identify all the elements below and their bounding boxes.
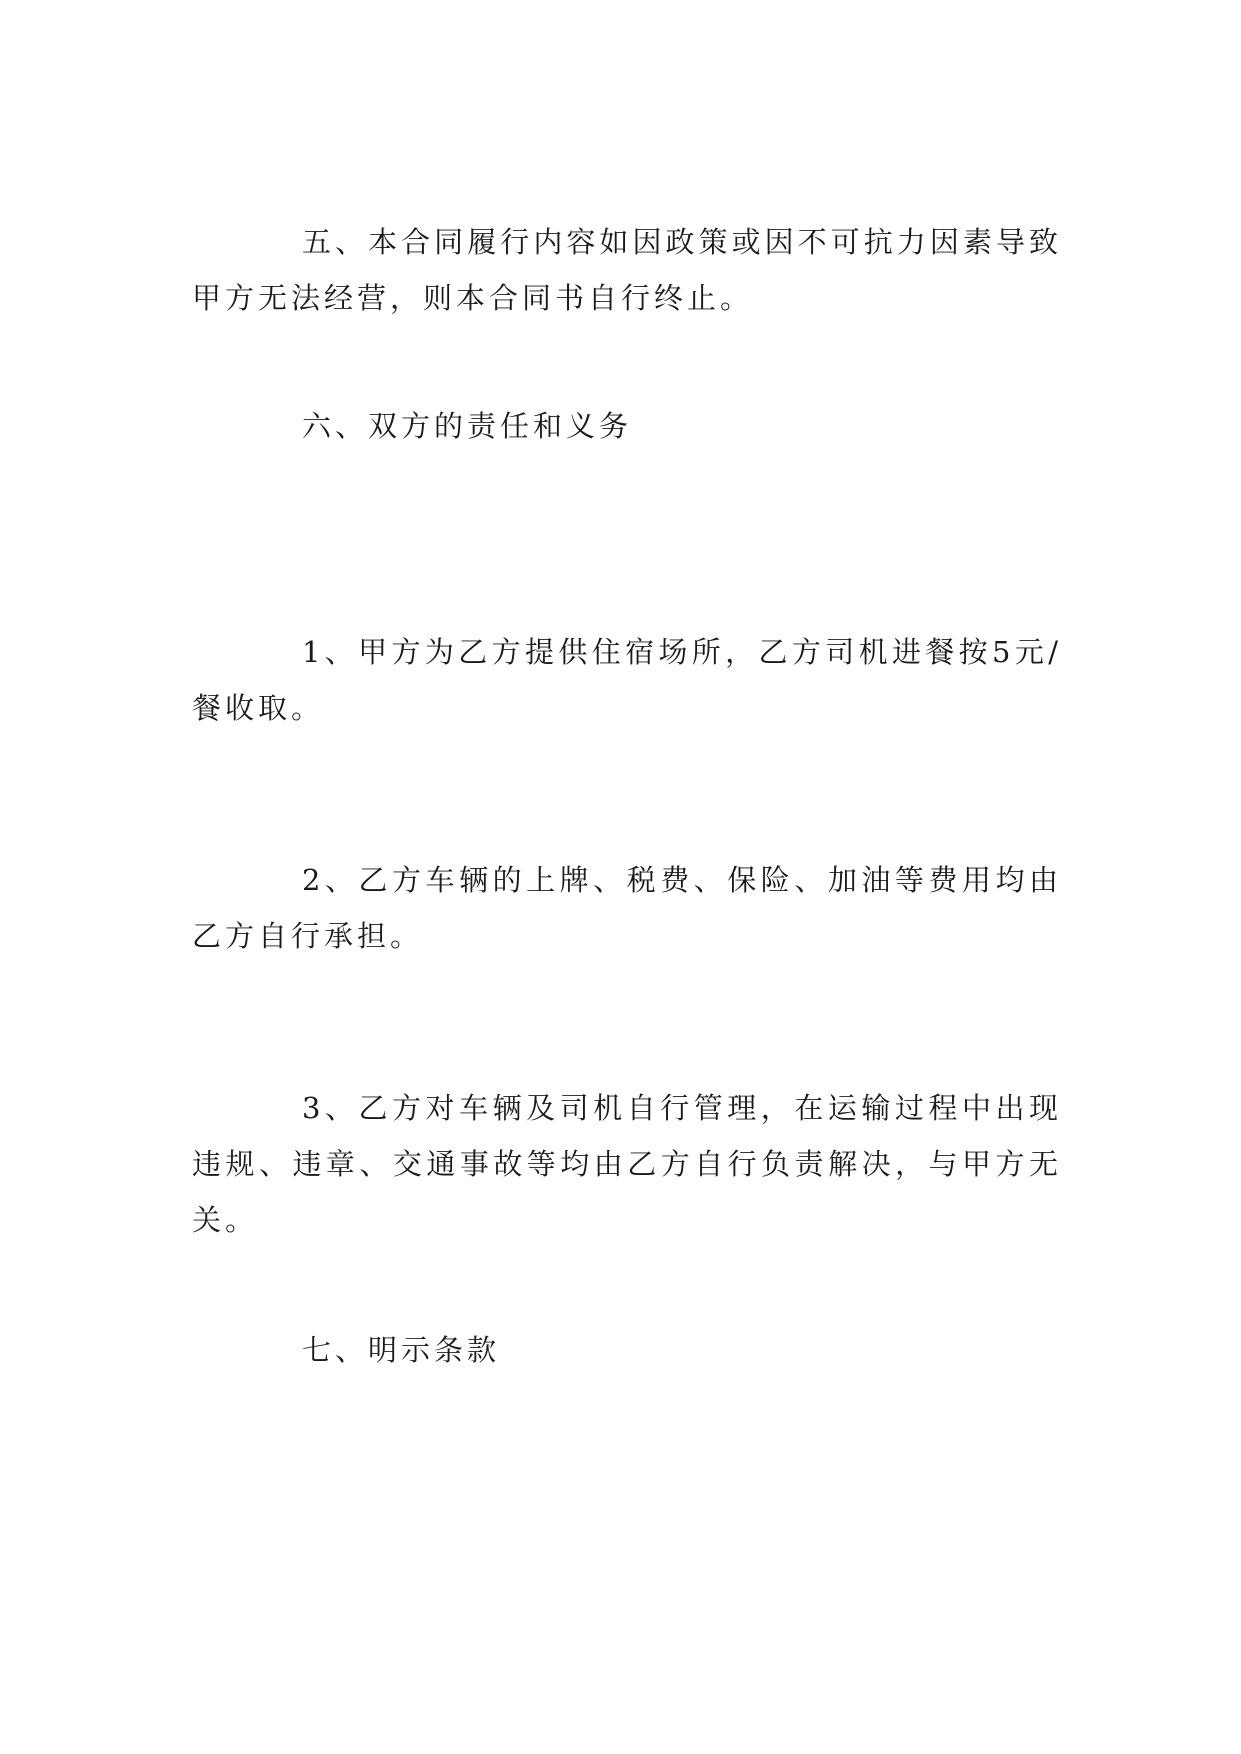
item-three-paragraph: 3、乙方对车辆及司机自行管理，在运输过程中出现违规、违章、交通事故等均由乙方自行负责解决，与甲方无关。 bbox=[192, 1091, 1062, 1237]
item-two-paragraph: 2、乙方车辆的上牌、税费、保险、加油等费用均由乙方自行承担。 bbox=[192, 863, 1062, 953]
section-seven-heading: 七、明示条款 bbox=[302, 1333, 501, 1367]
item-one-paragraph: 1、甲方为乙方提供住宿场所，乙方司机进餐按5元/餐收取。 bbox=[192, 635, 1062, 725]
section-six-heading: 六、双方的责任和义务 bbox=[302, 409, 633, 443]
clause-five-paragraph: 五、本合同履行内容如因政策或因不可抗力因素导致甲方无法经营，则本合同书自行终止。 bbox=[192, 225, 1062, 315]
